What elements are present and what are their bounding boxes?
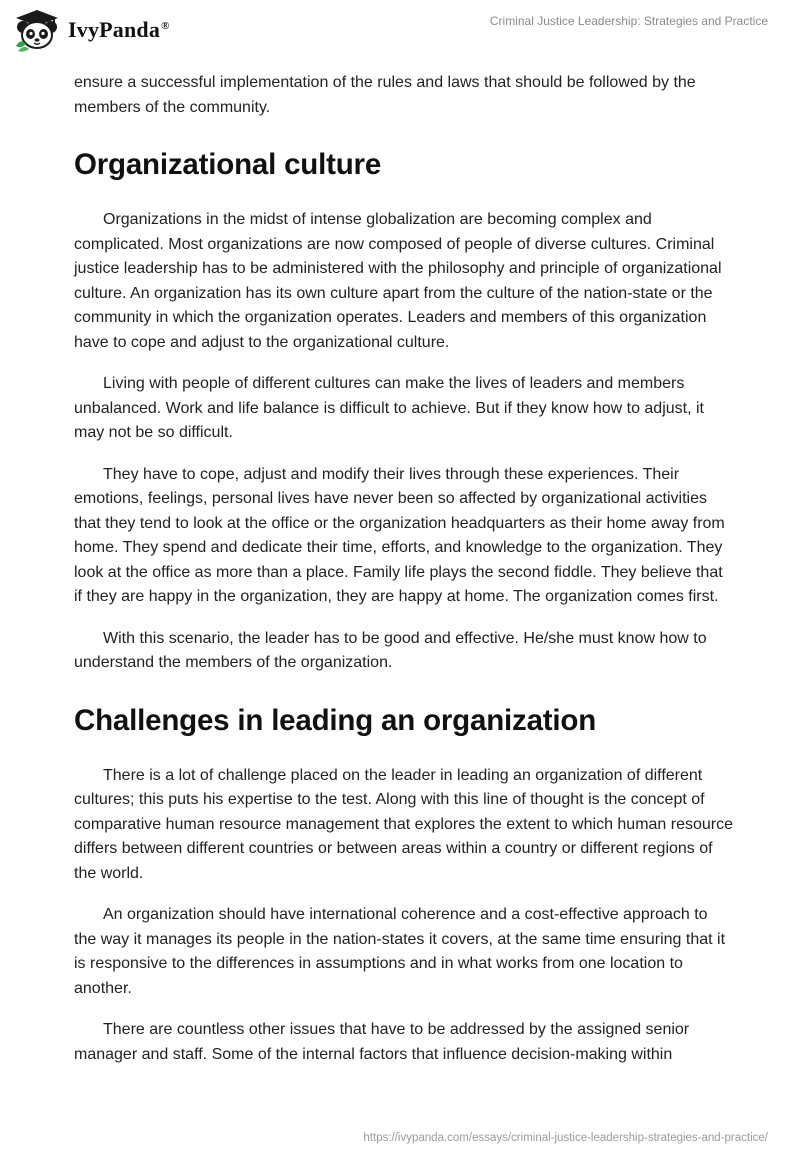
paragraph: They have to cope, adjust and modify their lives through these experiences. Their emotions, feelings, personal lives have never been so affected by organizational activities that they tend to look at the office or the organization headquarters as their home away from home. They spend and dedicate their time, efforts, and knowledge to the organization. They look at the office as more than a place. Family life plays the second fiddle. They believe that if they are happy in the organization, they are happy at home. The organization comes first. [74,465,725,605]
document-title: Criminal Justice Leadership: Strategies and Practice [489,14,768,28]
paragraph: Living with people of different cultures can make the lives of leaders and members unbalanced. Work and life balance is difficult to achieve. But if they know how to adjust, it may not be so difficult. [74,375,704,441]
essay-body [74,71,734,1067]
panda-graduate-icon [12,8,62,52]
paragraph: With this scenario, the leader has to be good and effective. He/she must know how to understand the members of the organization. [74,629,707,671]
paragraph: Organizations in the midst of intense globalization are becoming complex and complicated. Most organizations are now composed of people of diverse cultures. Criminal justice leadership has to be administered with the philosophy and principle of organizational culture. An organization has its own culture apart from the culture of the nation-state or the community in which the organization operates. Leaders and members of this organization have to cope and adjust to the organizational culture. [74,211,722,351]
source-url[interactable]: https://ivypanda.com/essays/criminal-justice-leadership-strategies-and-practice/ [363,1132,768,1144]
ivypanda-logo[interactable] [12,8,170,52]
page-header [0,0,800,66]
intro-paragraph: ensure a successful implementation of the rules and laws that should be followed by the members of the community. [74,74,696,116]
section-heading-challenges: Challenges in leading an organization [74,703,597,737]
paragraph: There is a lot of challenge placed on the leader in leading an organization of different cultures; this puts his expertise to the test. Along with this line of thought is the concept of comparative human resource management that explores the extent to which human resource differs between different countries or between areas within a country or different regions of the world. [74,766,734,882]
brand-name: IvyPanda® [68,17,170,42]
paragraph: An organization should have international coherence and a cost-effective approach to the way it manages its people in the nation-states it covers, at the same time ensuring that it is responsive to the differences in assumptions and in what works from one location to another. [74,906,726,997]
section-heading-organizational-culture: Organizational culture [74,148,382,181]
paragraph: There are countless other issues that have to be addressed by the assigned senior manager and staff. Some of the internal factors that influence decision-making within [74,1021,690,1063]
